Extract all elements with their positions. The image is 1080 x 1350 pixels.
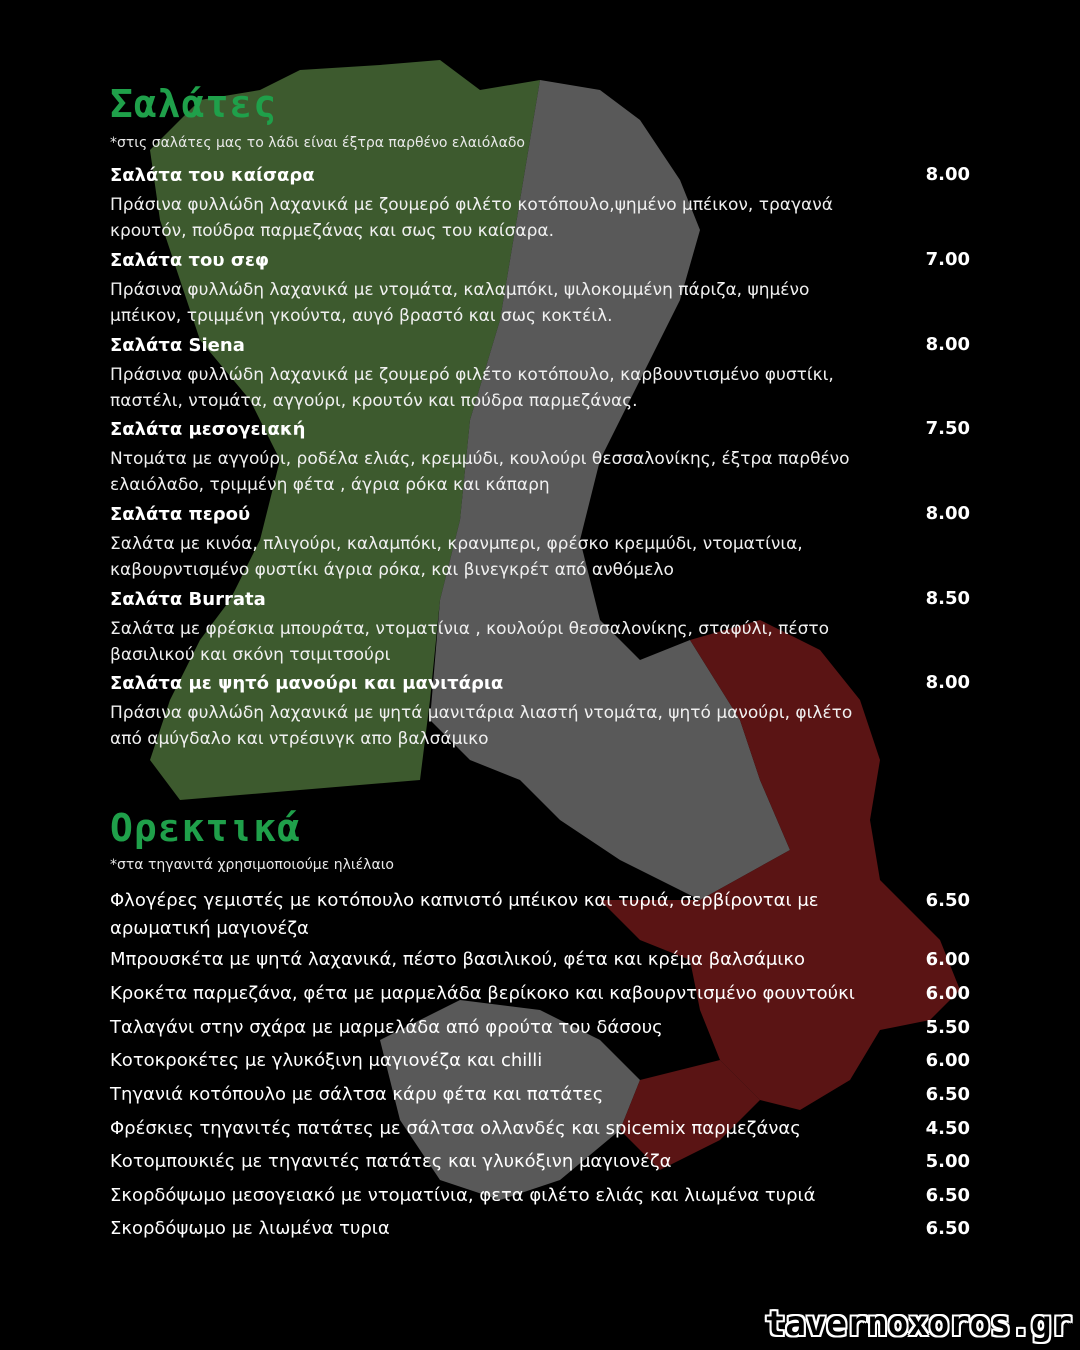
menu-item (110, 1215, 970, 1243)
item-description: Σαλάτα με φρέσκια μπουράτα, ντοματίνια , κουλούρι θεσσαλονίκης, σταφύλι, πέστο βασιλικού και σκόνη τσιμιτσούρι (110, 619, 830, 665)
item-price: 6.00 (925, 983, 970, 1004)
item-description: Σαλάτα με κινόα, πλιγούρι, καλαμπόκι, κρανμπερι, φρέσκο κρεμμύδι, ντοματίνια, καβουρντισμένο φυστίκι άγρια ρόκα, και βινεγκρέτ από ανθόμελο (110, 534, 803, 580)
item-name: Κοτομπουκιές με τηγανιτές πατάτες και γλυκόξινη μαγιονέζα (110, 1151, 672, 1172)
item-name: Τηγανιά κοτόπουλο με σάλτσα κάρυ φέτα και πατάτες (110, 1084, 604, 1105)
item-name: Μπρουσκέτα με ψητά λαχανικά, πέστο βασιλικού, φέτα και κρέμα βαλσάμικο (110, 949, 806, 970)
menu-item (110, 1014, 970, 1042)
menu-item (110, 672, 970, 752)
item-price: 7.50 (925, 418, 970, 439)
item-description: Πράσινα φυλλώδη λαχανικά με ντομάτα, καλαμπόκι, ψιλοκομμένη πάριζα, ψημένο μπέικον, τριμμένη γκούντα, αυγό βραστό και σως κοκτέιλ. (110, 280, 810, 326)
item-name: Κροκέτα παρμεζάνα, φέτα με μαρμελάδα βερίκοκο και καβουρντισμένο φουντούκι (110, 983, 855, 1004)
item-description: Πράσινα φυλλώδη λαχανικά με ψητά μανιτάρια λιαστή ντομάτα, ψητό μανούρι, φιλέτο από αμύγδαλο και ντρέσινγκ απο βαλσάμικο (110, 703, 853, 749)
item-price: 4.50 (925, 1118, 970, 1139)
item-name: Σαλάτα μεσογειακή (110, 419, 306, 440)
item-name: Φλογέρες γεμιστές με κοτόπουλο καπνιστό μπέικον και τυριά, σερβίρονται με αρωματική μαγιονέζα (110, 890, 819, 939)
item-name: Σαλάτα με ψητό μανούρι και μανιτάρια (110, 673, 504, 694)
item-price: 6.50 (925, 890, 970, 911)
item-name: Σαλάτα του σεφ (110, 250, 269, 271)
menu-item (110, 334, 970, 414)
item-name: Σαλάτα περού (110, 504, 251, 525)
item-price: 8.00 (925, 334, 970, 355)
item-price: 8.50 (925, 588, 970, 609)
item-price: 8.00 (925, 503, 970, 524)
item-name: Σαλάτα του καίσαρα (110, 165, 315, 186)
item-price: 5.50 (925, 1017, 970, 1038)
menu-item (110, 980, 970, 1008)
item-price: 8.00 (925, 672, 970, 693)
salads-title: Σαλάτες (110, 82, 278, 126)
menu-item (110, 1115, 970, 1143)
item-price: 6.50 (925, 1185, 970, 1206)
appetizers-note: *στα τηγανιτά χρησιμοποιούμε ηλιέλαιο (110, 857, 394, 873)
item-name: Σκορδόψωμο με λιωμένα τυρια (110, 1218, 390, 1239)
item-description: Ντομάτα με αγγούρι, ροδέλα ελιάς, κρεμμύδι, κουλούρι θεσσαλονίκης, έξτρα παρθένο ελαιόλαδο, τριμμένη φέτα , άγρια ρόκα και κάπαρη (110, 449, 850, 495)
menu-item (110, 588, 970, 668)
item-price: 6.50 (925, 1084, 970, 1105)
watermark: tavernoxoros.gr (764, 1304, 1072, 1344)
item-price: 8.00 (925, 164, 970, 185)
menu-item (110, 1182, 970, 1210)
item-name: Σαλάτα Siena (110, 335, 245, 356)
menu-item (110, 1047, 970, 1075)
item-name: Ταλαγάνι στην σχάρα με μαρμελάδα από φρούτα του δάσους (110, 1017, 663, 1038)
item-name: Κοτοκροκέτες με γλυκόξινη μαγιονέζα και chilli (110, 1050, 543, 1071)
menu-item (110, 503, 970, 583)
item-price: 6.00 (925, 949, 970, 970)
menu-item (110, 1081, 970, 1109)
item-name: Φρέσκιες τηγανιτές πατάτες με σάλτσα ολλανδές και spicemix παρμεζάνας (110, 1118, 801, 1139)
salads-note: *στις σαλάτες μας το λάδι είναι έξτρα παρθένο ελαιόλαδο (110, 135, 525, 151)
menu-item (110, 249, 970, 329)
item-price: 6.50 (925, 1218, 970, 1239)
appetizers-title: Ορεκτικά (110, 806, 302, 850)
item-name: Σκορδόψωμο μεσογειακό με ντοματίνια, φετα φιλέτο ελιάς και λιωμένα τυριά (110, 1185, 816, 1206)
item-name: Σαλάτα Burrata (110, 589, 266, 610)
item-price: 7.00 (925, 249, 970, 270)
menu-item (110, 1148, 970, 1176)
item-description: Πράσινα φυλλώδη λαχανικά με ζουμερό φιλέτο κοτόπουλο, καρβουντισμένο φυστίκι, παστέλι, ντομάτα, αγγούρι, κρουτόν και πούδρα παρμεζάνας. (110, 365, 834, 411)
item-price: 5.00 (925, 1151, 970, 1172)
item-description: Πράσινα φυλλώδη λαχανικά με ζουμερό φιλέτο κοτόπουλο,ψημένο μπέικον, τραγανά κρουτόν, πούδρα παρμεζάνας και σως του καίσαρα. (110, 195, 833, 241)
menu-item (110, 946, 970, 974)
item-price: 6.00 (925, 1050, 970, 1071)
menu-item (110, 164, 970, 244)
menu-item (110, 887, 970, 943)
menu-item (110, 418, 970, 498)
